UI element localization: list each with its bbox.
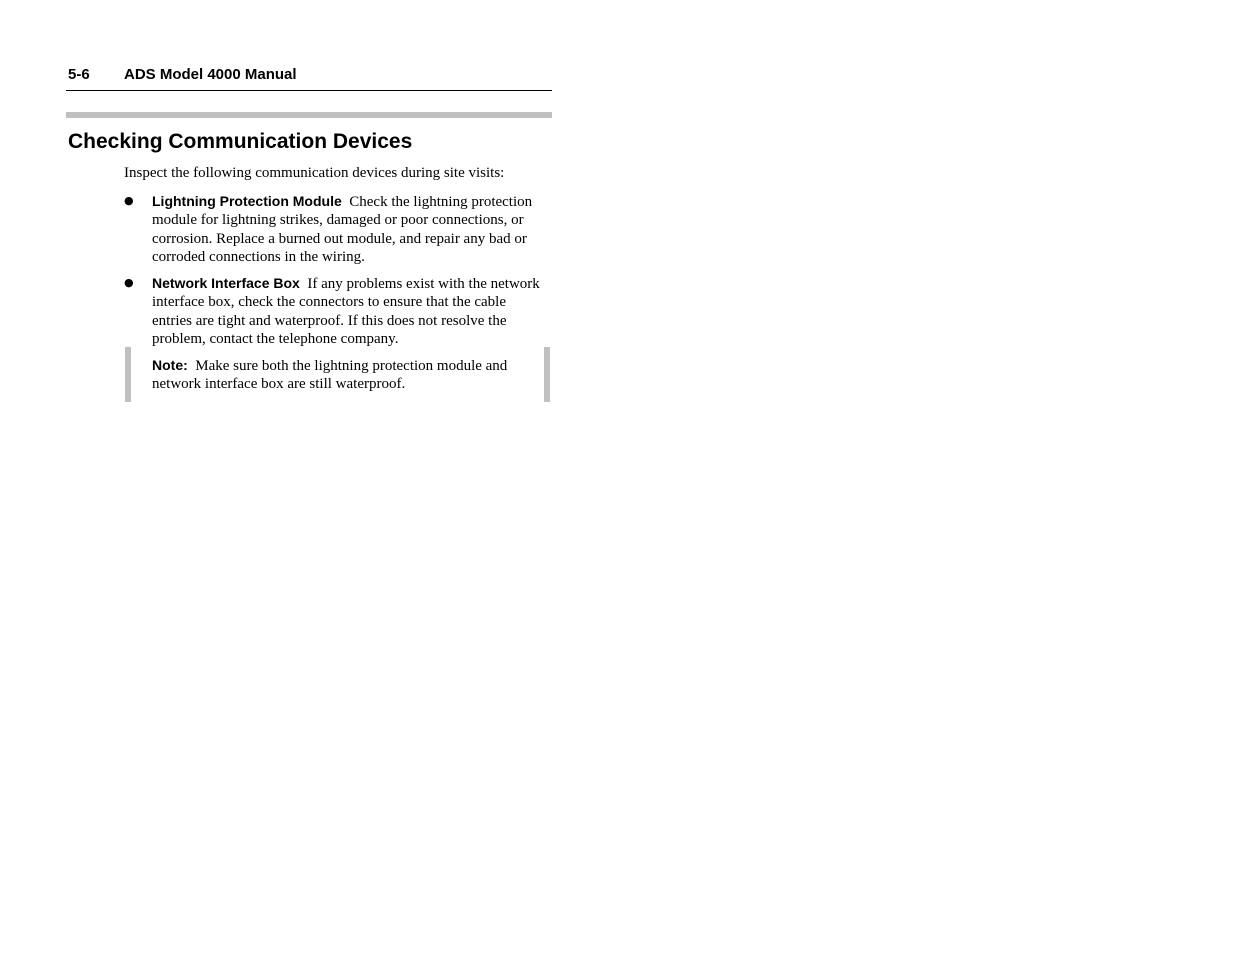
intro-paragraph: Inspect the following communication devices during site visits: [124, 165, 505, 181]
section-title: Checking Communication Devices [68, 130, 413, 153]
note-box [124, 347, 550, 402]
note-text [152, 356, 512, 394]
note-label: Note: [152, 357, 188, 373]
list-item-heading: Lightning Protection Module [152, 193, 342, 209]
list-item-text: If any problems exist with the network interface box, check the connectors to ensure that the cable entries are tight and waterproof. If this does not resolve the problem, contact the telephone company. [152, 276, 540, 347]
note-body: Make sure both the lightning protection module and network interface box are still waterproof. [152, 358, 508, 393]
page-number: 5-6 [68, 66, 90, 83]
list-item-lightning-protection [124, 192, 544, 266]
list-item-body [152, 274, 544, 348]
note-bar-left [125, 347, 131, 402]
bullet-icon: ● [124, 194, 134, 207]
section-divider [66, 112, 552, 118]
list-item-network-interface [124, 274, 544, 348]
list-item-body [152, 192, 544, 266]
page-header [66, 64, 552, 91]
bullet-icon: ● [124, 276, 134, 289]
list-item-text: Check the lightning protection module for lightning strikes, damaged or poor connections, or corrosion. Replace a burned out module, and repair any bad or corroded connections in the wiring. [152, 194, 533, 265]
note-bar-right [544, 347, 550, 402]
manual-title: ADS Model 4000 Manual [124, 66, 297, 83]
list-item-heading: Network Interface Box [152, 275, 300, 291]
